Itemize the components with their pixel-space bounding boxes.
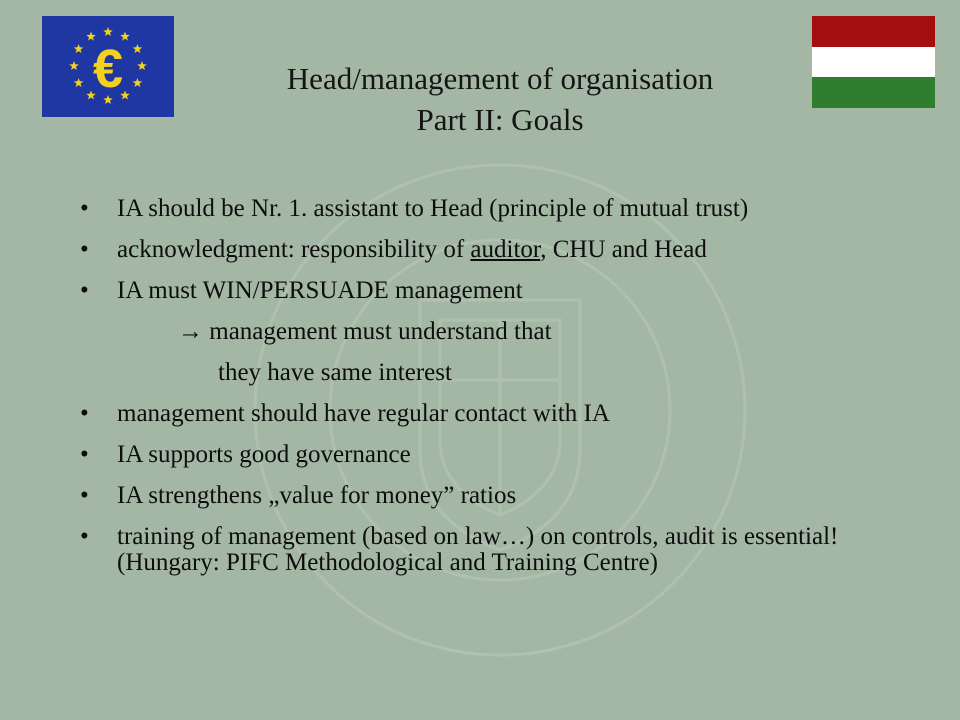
bullet-item xyxy=(80,483,880,509)
svg-text:€: € xyxy=(92,39,124,99)
bullet-text: IA supports good governance xyxy=(117,441,411,468)
bullet-text: IA must WIN/PERSUADE management xyxy=(117,277,523,304)
bullet-text: acknowledgment: responsibility of xyxy=(117,236,471,263)
bullet-item xyxy=(80,196,880,222)
bullet-text: → management must understand that xyxy=(178,318,552,345)
bullet-text: management should have regular contact with IA xyxy=(117,400,610,427)
bullet-text: IA strengthens „value for money” ratios xyxy=(117,482,517,509)
bullet-list xyxy=(80,196,880,591)
bullet-item xyxy=(80,360,880,386)
bullet-text: , CHU and Head xyxy=(540,236,707,263)
title-line-2: Part II: Goals xyxy=(416,102,584,137)
bullet-item xyxy=(80,524,880,576)
underlined-term: auditor xyxy=(470,236,541,263)
bullet-item xyxy=(80,401,880,427)
bullet-text: they have same interest xyxy=(218,359,452,386)
title-line-1: Head/management of organisation xyxy=(286,61,714,96)
slide-title xyxy=(150,58,850,140)
bullet-item xyxy=(80,278,880,304)
bullet-text: IA should be Nr. 1. assistant to Head (principle of mutual trust) xyxy=(117,195,749,222)
bullet-text: training of management (based on law…) on controls, audit is essential! (Hungary: PIFC Methodological and Training Centre) xyxy=(117,523,839,576)
bullet-item xyxy=(80,237,880,263)
bullet-item xyxy=(80,319,880,345)
bullet-item xyxy=(80,442,880,468)
